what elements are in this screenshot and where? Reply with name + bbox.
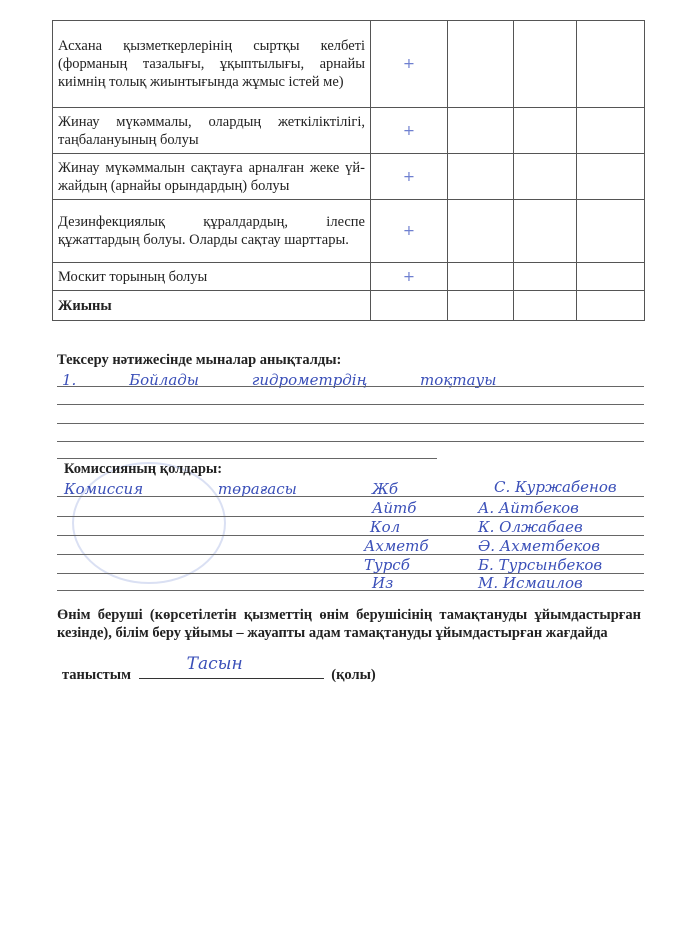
table-row [53,21,645,108]
total-label: Жиыны [53,291,371,321]
empty-cell [448,291,514,321]
empty-cell [577,108,645,154]
member-signature: Из [372,574,394,592]
check-mark: + [371,263,448,291]
table-row [53,108,645,154]
write-line [57,496,644,497]
write-line [57,535,644,536]
check-mark: + [371,154,448,200]
write-line [57,404,644,405]
member-name: Б. Турсынбеков [478,556,603,574]
empty-cell [577,291,645,321]
member-signature: Айтб [372,499,417,517]
member-name: С. Куржабенов [494,478,617,496]
acquainted-label: таныстым [62,667,131,683]
write-line [57,423,644,424]
member-signature: Ахметб [364,537,429,555]
empty-cell [514,291,577,321]
empty-cell [448,200,514,263]
empty-cell [514,154,577,200]
footer-paragraph: Өнім беруші (көрсетілетін қызметтің өнім берушісінің тамақтануды ұйымдастырған кезінде), білім беру ұйымы – жауапты адам тамақтануды ұйымдастырған жағдайда [57,607,641,641]
write-line [57,590,644,591]
empty-cell [514,108,577,154]
criterion-cell: Дезинфекциялық құралдардың, ілеспе құжаттардың болуы. Оларды сақтау шарттары. [53,200,371,263]
criterion-cell: Асхана қызметкерлерінің сыртқы келбеті (форманың тазалығы, ұқыптылығы, арнайы киімнің толық жиынтығында жұмыс істей ме) [53,21,371,108]
write-line [57,458,437,459]
commission-label: Комиссияның қолдары: [64,461,223,477]
empty-cell [371,291,448,321]
table-row [53,200,645,263]
footer-signature: Тасын [186,654,243,674]
empty-cell [448,21,514,108]
empty-cell [514,263,577,291]
empty-cell [448,263,514,291]
check-mark: + [371,200,448,263]
member-name: А. Айтбеков [478,499,579,517]
check-mark: + [371,21,448,108]
criterion-cell: Жинау мүкәммалы, олардың жеткіліктілігі, таңбалануының болуы [53,108,371,154]
signature-note: (қолы) [331,667,376,683]
check-mark: + [371,108,448,154]
empty-cell [514,21,577,108]
findings-handwriting: 1. Бойлады гидрометрдің тоқтауы [62,371,497,389]
findings-label: Тексеру нәтижесінде мыналар анықталды: [57,352,342,368]
empty-cell [577,154,645,200]
member-signature: Жб [372,480,399,498]
commission-chair-handwriting: Комиссия төрағасы [64,480,297,498]
criterion-cell: Москит торының болуы [53,263,371,291]
member-name: М. Исмаилов [478,574,583,592]
table-row [53,154,645,200]
empty-cell [577,21,645,108]
member-name: Ә. Ахметбеков [478,537,600,555]
empty-cell [448,108,514,154]
empty-cell [577,263,645,291]
member-signature: Турсб [364,556,410,574]
acquaintance-row [62,654,376,684]
member-signature: Кол [370,518,401,536]
write-line [57,441,644,442]
write-line [57,516,644,517]
inspection-table [52,20,645,321]
criterion-cell: Жинау мүкәммалын сақтауға арналған жеке үй-жайдың (арнайы орындардың) болуы [53,154,371,200]
empty-cell [514,200,577,263]
member-name: К. Олжабаев [478,518,583,536]
empty-cell [577,200,645,263]
write-line [57,386,644,387]
signature-line [139,654,324,679]
empty-cell [448,154,514,200]
write-line [57,554,644,555]
table-row [53,291,645,321]
table-row [53,263,645,291]
